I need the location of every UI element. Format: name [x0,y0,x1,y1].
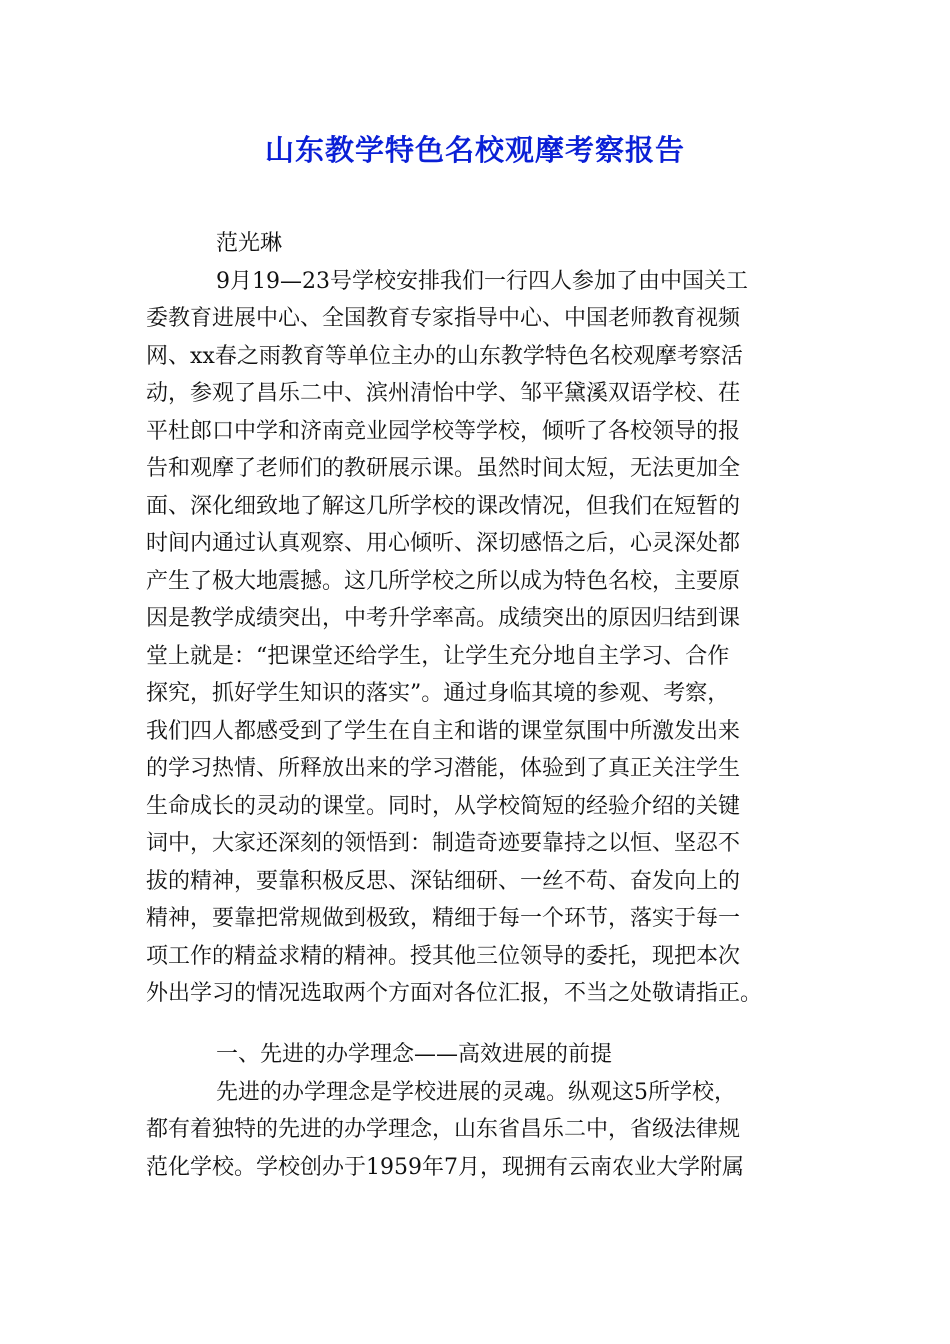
paragraph-line: 探究，抓好学生知识的落实”。通过身临其境的参观、考察， [146,681,730,706]
paragraph-line: 词中，大家还深刻的领悟到：制造奇迹要靠持之以恒、坚忍不 [146,831,741,856]
paragraph-line: 项工作的精益求精的精神。授其他三位领导的委托，现把本次 [146,943,741,969]
paragraph-line: 动，参观了昌乐二中、滨州清怡中学、邹平黛溪双语学校、茌 [146,381,741,406]
section-heading: 一、先进的办学理念——高效进展的前提 [216,1042,613,1067]
paragraph-line: 网、xx春之雨教育等单位主办的山东教学特色名校观摩考察活 [146,343,743,369]
paragraph-line: 外出学习的情况选取两个方面对各位汇报，不当之处敬请指正。 [146,981,763,1006]
paragraph-line: 时间内通过认真观察、用心倾听、深切感悟之后，心灵深处都 [146,531,741,556]
paragraph-line: 都有着独特的先进的办学理念，山东省昌乐二中，省级法律规 [146,1117,741,1142]
paragraph-line: 拔的精神，要靠积极反思、深钻细研、一丝不苟、奋发向上的 [146,868,741,894]
paragraph-line: 9月19—23号学校安排我们一行四人参加了由中国关工 [216,268,748,294]
paragraph-philosophy [146,1074,806,1187]
paragraph-line: 堂上就是：“把课堂还给学生，让学生充分地自主学习、合作 [146,643,730,669]
paragraph-line: 因是教学成绩突出，中考升学率高。成绩突出的原因归结到课 [146,606,741,631]
document-body-top [146,225,806,1013]
paragraph-line: 范化学校。学校创办于1959年7月，现拥有云南农业大学附属 [146,1154,744,1180]
paragraph-line: 的学习热情、所释放出来的学习潜能，体验到了真正关注学生 [146,756,741,781]
paragraph-line: 生命成长的灵动的课堂。同时，从学校简短的经验介绍的关键 [146,793,741,819]
paragraph-line: 面、深化细致地了解这几所学校的课改情况，但我们在短暂的 [146,493,741,519]
document-title: 山东教学特色名校观摩考察报告 [264,133,685,167]
paragraph-line: 产生了极大地震撼。这几所学校之所以成为特色名校，主要原 [146,568,741,594]
paragraph-line: 告和观摩了老师们的教研展示课。虽然时间太短，无法更加全 [146,456,741,481]
paragraph-line: 平杜郎口中学和济南竞业园学校等学校，倾听了各校领导的报 [146,418,741,444]
paragraph-intro [146,263,806,1013]
document-body-section1 [146,1036,806,1186]
paragraph-line: 精神，要靠把常规做到极致，精细于每一个环节，落实于每一 [146,906,741,931]
author-name: 范光琳 [216,231,283,256]
paragraph-line: 先进的办学理念是学校进展的灵魂。纵观这5所学校， [216,1079,736,1105]
paragraph-line: 我们四人都感受到了学生在自主和谐的课堂氛围中所激发出来 [146,718,741,744]
paragraph-line: 委教育进展中心、全国教育专家指导中心、中国老师教育视频 [146,306,741,331]
